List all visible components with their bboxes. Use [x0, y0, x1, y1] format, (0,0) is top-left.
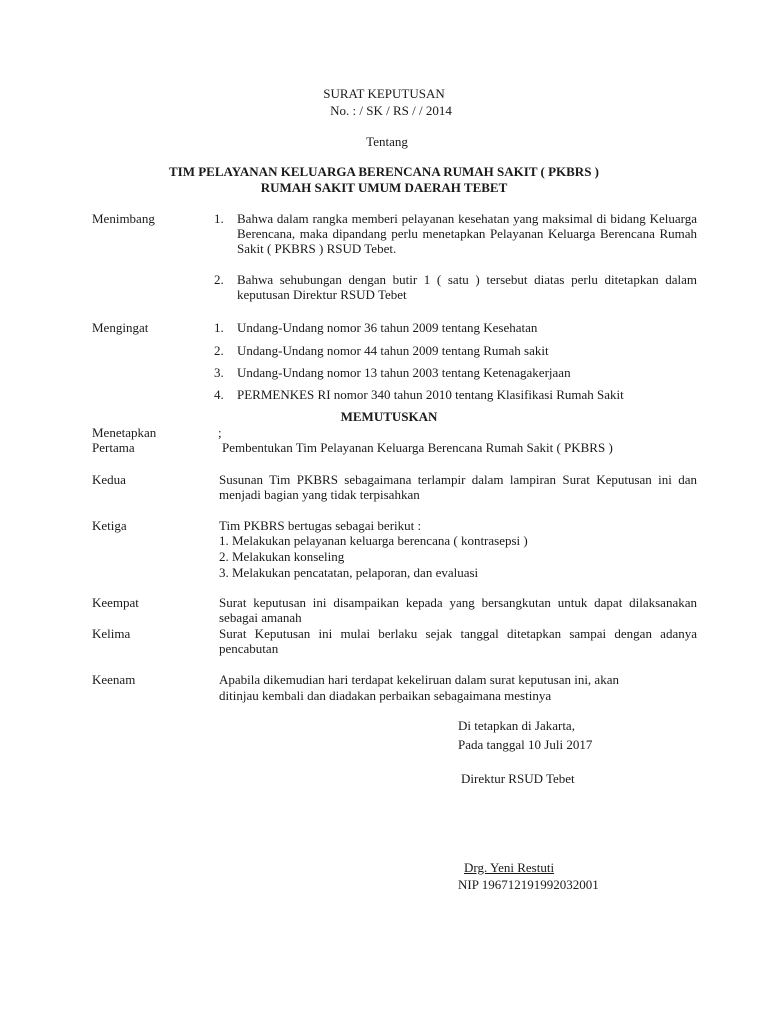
menimbang-item-number: 2.: [214, 272, 224, 287]
menetapkan-value: ;: [218, 425, 222, 440]
ketiga-intro: Tim PKBRS bertugas sebagai berikut :: [219, 518, 422, 533]
mengingat-item-text: PERMENKES RI nomor 340 tahun 2010 tentang Klasifikasi Rumah Sakit: [237, 387, 624, 402]
mengingat-item-number: 4.: [214, 387, 224, 402]
keenam-text-line-2: ditinjau kembali dan diadakan perbaikan sebagaimana mestinya: [219, 688, 552, 703]
pertama-text: Pembentukan Tim Pelayanan Keluarga Berencana Rumah Sakit ( PKBRS ): [222, 440, 613, 455]
kedua-text: Susunan Tim PKBRS sebagaimana terlampir dalam lampiran Surat Keputusan ini dan menjadi bagian yang tidak terpisahkan: [219, 472, 697, 502]
signatory-nip: NIP 196712191992032001: [458, 877, 599, 892]
mengingat-item-text: Undang-Undang nomor 13 tahun 2003 tentang Ketenagakerjaan: [237, 365, 571, 380]
signature-position: Direktur RSUD Tebet: [461, 771, 575, 786]
ketiga-label: Ketiga: [92, 518, 127, 533]
mengingat-item-text: Undang-Undang nomor 36 tahun 2009 tentang Kesehatan: [237, 320, 538, 335]
document-title: SURAT KEPUTUSAN: [323, 86, 445, 101]
mengingat-item-number: 3.: [214, 365, 224, 380]
document-number: No. : / SK / RS / / 2014: [330, 103, 452, 118]
kelima-text: Surat Keputusan ini mulai berlaku sejak tanggal ditetapkan sampai dengan adanya pencabutan: [219, 626, 697, 656]
mengingat-item-number: 1.: [214, 320, 224, 335]
mengingat-label: Mengingat: [92, 320, 149, 335]
pertama-label: Pertama: [92, 440, 135, 455]
keempat-text: Surat keputusan ini disampaikan kepada yang bersangkutan untuk dapat dilaksanakan sebagai amanah: [219, 595, 697, 625]
subject-line-2: RUMAH SAKIT UMUM DAERAH TEBET: [260, 180, 508, 195]
ketiga-item: 3. Melakukan pencatatan, pelaporan, dan evaluasi: [219, 565, 479, 580]
signature-date: Pada tanggal 10 Juli 2017: [458, 737, 593, 752]
keempat-label: Keempat: [92, 595, 139, 610]
ketiga-item: 2. Melakukan konseling: [219, 549, 345, 564]
menetapkan-label: Menetapkan: [92, 425, 157, 440]
menimbang-item-number: 1.: [214, 211, 224, 226]
mengingat-item-text: Undang-Undang nomor 44 tahun 2009 tentang Rumah sakit: [237, 343, 549, 358]
memutuskan-heading: MEMUTUSKAN: [340, 409, 438, 424]
tentang-label: Tentang: [366, 134, 408, 149]
keenam-text-line-1: Apabila dikemudian hari terdapat kekeliruan dalam surat keputusan ini, akan: [219, 672, 619, 687]
signatory-name: Drg. Yeni Restuti: [464, 860, 555, 875]
menimbang-item-text: Bahwa dalam rangka memberi pelayanan kesehatan yang maksimal di bidang Keluarga Berencana, maka dipandang perlu menetapkan Pelayanan Keluarga Berencana Rumah Sakit ( PKBRS ) RSUD Tebet.: [237, 211, 697, 256]
signature-place: Di tetapkan di Jakarta,: [458, 718, 575, 733]
keenam-label: Keenam: [92, 672, 136, 687]
menimbang-label: Menimbang: [92, 211, 155, 226]
mengingat-item-number: 2.: [214, 343, 224, 358]
ketiga-item: 1. Melakukan pelayanan keluarga berencana ( kontrasepsi ): [219, 533, 528, 548]
subject-line-1: TIM PELAYANAN KELUARGA BERENCANA RUMAH SAKIT ( PKBRS ): [168, 164, 600, 179]
kelima-label: Kelima: [92, 626, 131, 641]
kedua-label: Kedua: [92, 472, 126, 487]
menimbang-item-text: Bahwa sehubungan dengan butir 1 ( satu ) tersebut diatas perlu ditetapkan dalam keputusan Direktur RSUD Tebet: [237, 272, 697, 302]
